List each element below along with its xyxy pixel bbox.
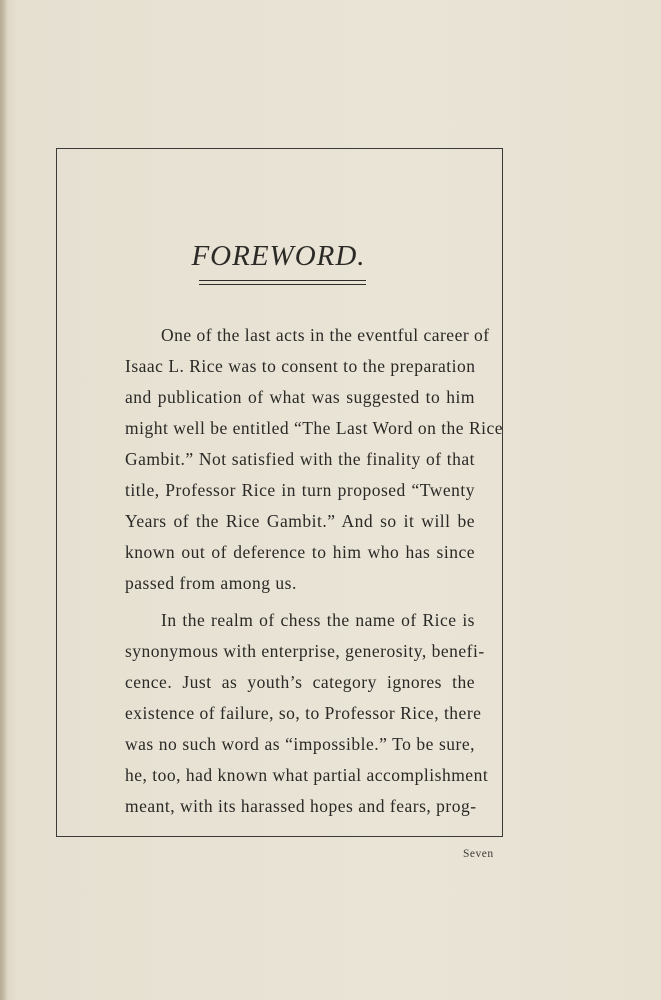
- paragraph-1: [91, 320, 504, 599]
- text-line: passed from among us.: [125, 573, 297, 593]
- text-line: was no such word as “impossible.” To be sure,: [125, 734, 475, 754]
- text-line: One of the last acts in the eventful career of: [161, 325, 490, 345]
- binding-shadow: [0, 0, 8, 1000]
- page-number: Seven: [463, 848, 494, 860]
- text-line: Gambit.” Not satisfied with the finality of that: [125, 449, 475, 469]
- text-line: he, too, had known what partial accomplishment: [125, 765, 489, 785]
- text-line: Isaac L. Rice was to consent to the preparation: [125, 356, 476, 376]
- foreword-body: [91, 320, 504, 822]
- paragraph-2: [91, 605, 489, 822]
- text-line: In the realm of chess the name of Rice is: [161, 610, 475, 630]
- text-line: cence. Just as youth’s category ignores the: [125, 672, 475, 692]
- text-line: known out of deference to him who has since: [125, 542, 475, 562]
- text-line: and publication of what was suggested to him: [125, 387, 475, 407]
- foreword-heading: [0, 240, 609, 273]
- text-line: title, Professor Rice in turn proposed “Twenty: [125, 480, 475, 500]
- text-line: might well be entitled “The Last Word on the Rice: [125, 418, 504, 438]
- text-line: Years of the Rice Gambit.” And so it will be: [125, 511, 475, 531]
- foreword-title: FOREWORD.: [191, 240, 366, 272]
- text-line: synonymous with enterprise, generosity, benefi-: [125, 641, 485, 661]
- title-rule-upper: [199, 280, 366, 281]
- text-line: meant, with its harassed hopes and fears, prog-: [125, 796, 477, 816]
- title-rule-lower: [199, 284, 366, 285]
- text-line: existence of failure, so, to Professor Rice, there: [125, 703, 482, 723]
